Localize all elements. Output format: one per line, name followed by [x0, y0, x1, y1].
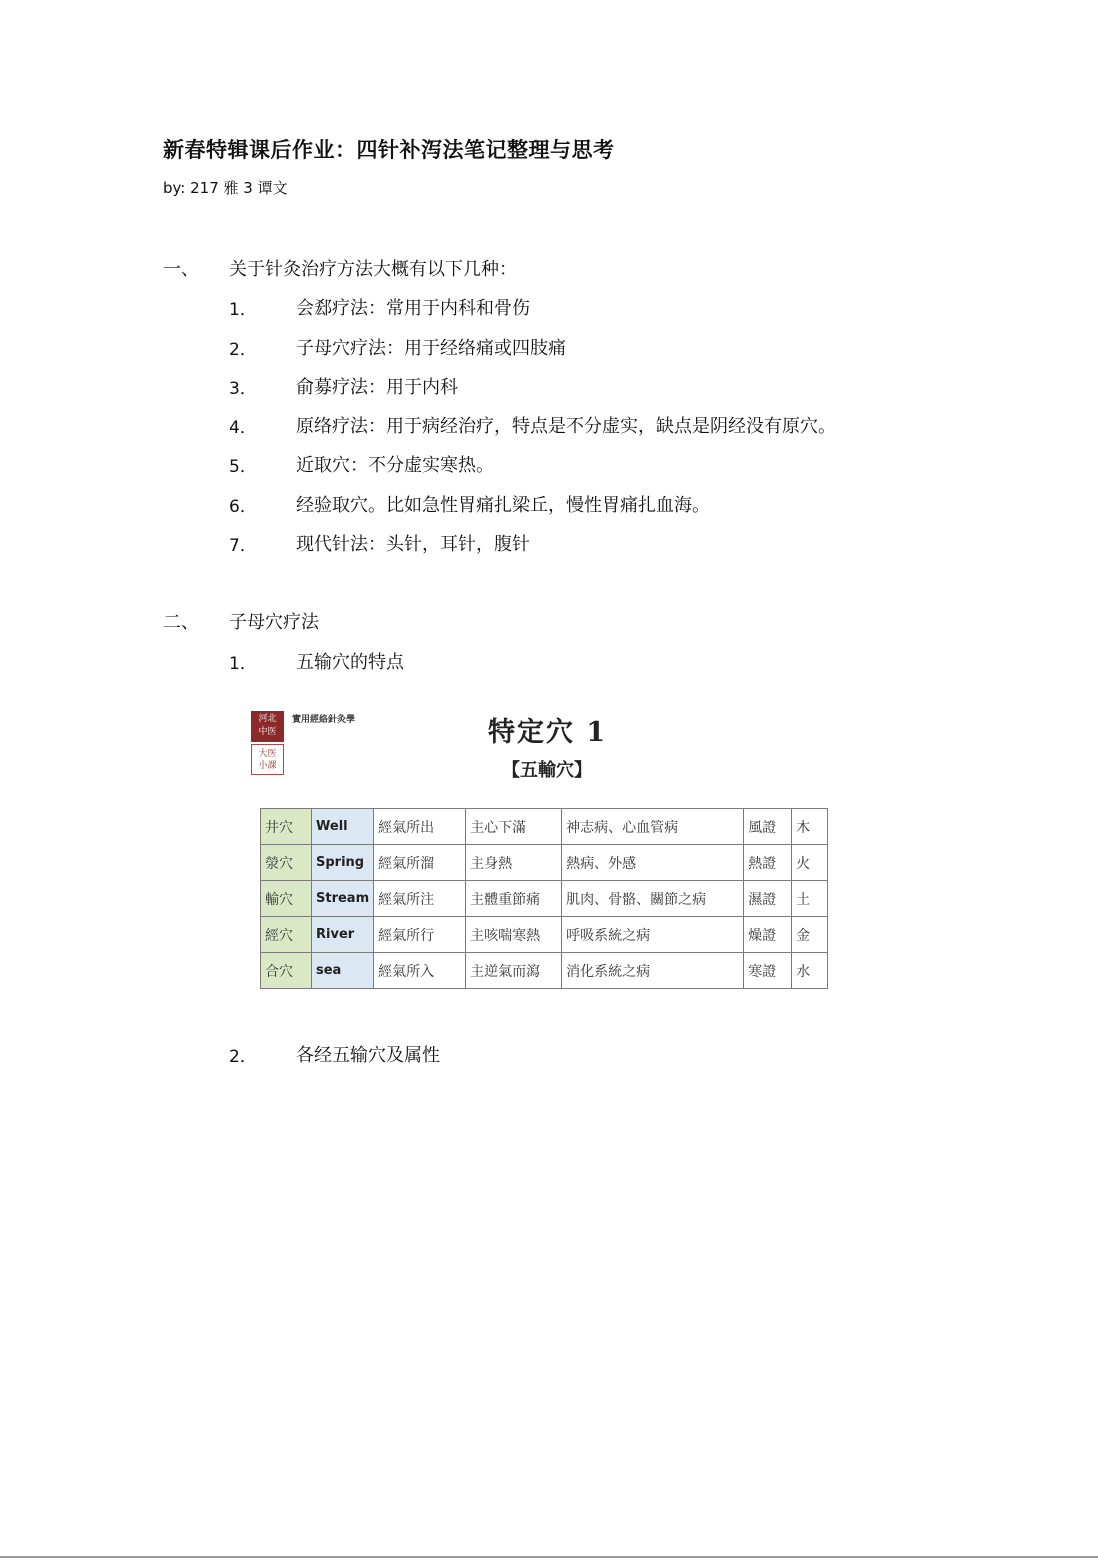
list-item-number: 2． — [229, 340, 257, 360]
list-item-number: 1． — [229, 654, 257, 674]
table-cell: 經氣所入 — [374, 953, 466, 989]
table-cell: 神志病、心血管病 — [562, 809, 744, 845]
table-row — [261, 917, 828, 953]
slide-logo-bottom-text: 大医 小課 — [258, 749, 277, 771]
table-cell: 經氣所出 — [374, 809, 466, 845]
table-cell: 輸穴 — [261, 881, 312, 917]
table-cell: 經氣所注 — [374, 881, 466, 917]
table-cell: 合穴 — [261, 953, 312, 989]
document-byline: by: 217 雅 3 谭文 — [163, 179, 288, 197]
table-cell: 主體重節痛 — [466, 881, 562, 917]
table-cell: sea — [312, 953, 374, 989]
table-cell: 主身熱 — [466, 845, 562, 881]
page-bottom-divider — [0, 1556, 1098, 1558]
table-row — [261, 845, 828, 881]
slide-title: 特定穴 1 — [488, 717, 608, 748]
table-cell: Well — [312, 809, 374, 845]
table-row — [261, 881, 828, 917]
table-cell: 熱病、外感 — [562, 845, 744, 881]
table-cell: River — [312, 917, 374, 953]
five-shu-points-slide — [248, 702, 838, 1012]
table-cell: 主咳喘寒熱 — [466, 917, 562, 953]
document-title: 新春特辑课后作业：四针补泻法笔记整理与思考 — [163, 138, 615, 162]
five-shu-table — [260, 808, 828, 989]
table-cell: 火 — [792, 845, 828, 881]
slide-subtitle: 【五輸穴】 — [502, 760, 592, 781]
table-cell: 燥證 — [744, 917, 792, 953]
list-item-text: 俞募疗法：用于内科 — [296, 377, 458, 398]
table-cell: 經氣所溜 — [374, 845, 466, 881]
table-cell: 土 — [792, 881, 828, 917]
table-row — [261, 953, 828, 989]
list-item-text: 子母穴疗法：用于经络痛或四肢痛 — [296, 338, 566, 359]
list-item-number: 3． — [229, 379, 257, 399]
list-item-number: 6． — [229, 497, 257, 517]
table-cell: 肌肉、骨骼、關節之病 — [562, 881, 744, 917]
table-cell: 寒證 — [744, 953, 792, 989]
section-1-mark: 一、 — [163, 259, 199, 280]
list-item-text: 现代针法：头针，耳针，腹针 — [296, 534, 530, 555]
list-item-number: 1． — [229, 300, 257, 320]
section-2-mark: 二、 — [163, 612, 199, 633]
list-item-text: 五输穴的特点 — [296, 652, 404, 673]
table-cell: 消化系統之病 — [562, 953, 744, 989]
list-item-text: 近取穴：不分虚实寒热。 — [296, 455, 494, 476]
list-item-number: 7． — [229, 536, 257, 556]
slide-logo-top — [251, 711, 284, 742]
table-cell: 濕證 — [744, 881, 792, 917]
section-1-heading: 关于针灸治疗方法大概有以下几种： — [229, 259, 517, 280]
table-cell: 經穴 — [261, 917, 312, 953]
list-item-number: 4． — [229, 418, 257, 438]
slide-logo-bottom — [251, 744, 284, 775]
table-cell: 井穴 — [261, 809, 312, 845]
section-2-heading: 子母穴疗法 — [229, 612, 319, 633]
table-cell: 水 — [792, 953, 828, 989]
list-item-text: 原络疗法：用于病经治疗，特点是不分虚实，缺点是阴经没有原穴。 — [296, 416, 836, 437]
table-cell: Spring — [312, 845, 374, 881]
table-cell: Stream — [312, 881, 374, 917]
table-cell: 主逆氣而瀉 — [466, 953, 562, 989]
table-cell: 熱證 — [744, 845, 792, 881]
list-item-number: 2． — [229, 1047, 257, 1067]
table-row — [261, 809, 828, 845]
table-cell: 主心下滿 — [466, 809, 562, 845]
table-cell: 經氣所行 — [374, 917, 466, 953]
slide-brand: 實用經絡針灸學 — [292, 715, 356, 725]
list-item-text: 各经五输穴及属性 — [296, 1045, 440, 1066]
table-cell: 木 — [792, 809, 828, 845]
table-cell: 滎穴 — [261, 845, 312, 881]
slide-logo-top-text: 河北 中医 — [258, 714, 277, 737]
list-item-text: 会郄疗法：常用于内科和骨伤 — [296, 298, 530, 319]
table-cell: 風證 — [744, 809, 792, 845]
list-item-number: 5． — [229, 457, 257, 477]
table-cell: 呼吸系統之病 — [562, 917, 744, 953]
table-cell: 金 — [792, 917, 828, 953]
list-item-text: 经验取穴。比如急性胃痛扎梁丘，慢性胃痛扎血海。 — [296, 495, 710, 516]
